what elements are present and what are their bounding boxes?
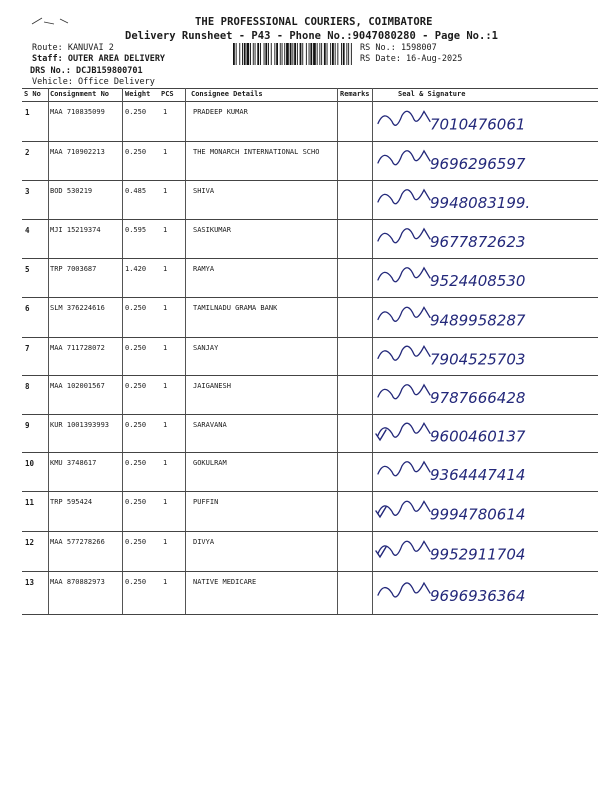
row-serial-number: 4 (25, 226, 30, 235)
route-label: Route: KANUVAI 2 (32, 43, 114, 53)
row-pieces: 1 (163, 538, 168, 546)
row-tick-mark-icon (372, 426, 392, 446)
row-consignment-number: SLM 376224616 (50, 304, 105, 312)
row-consignee-name: NATIVE MEDICARE (193, 578, 257, 586)
row-tick-mark-icon (372, 543, 392, 563)
row-consignee-name: TAMILNADU GRAMA BANK (193, 304, 278, 312)
row-signature-phone: 9696936364 (430, 587, 526, 606)
row-consignment-number: MAA 102001567 (50, 382, 105, 390)
corner-mark-icon (30, 14, 70, 28)
row-pieces: 1 (163, 226, 168, 234)
row-signature-phone: 9948083199. (430, 193, 531, 212)
col-header-consignment: Consignment No (50, 90, 110, 98)
table-top-border (22, 88, 598, 89)
row-signature (360, 453, 600, 491)
row-signature (360, 572, 600, 614)
row-weight: 0.250 (125, 108, 147, 116)
row-weight: 0.250 (125, 459, 147, 467)
col-header-remarks: Remarks (340, 90, 370, 98)
row-serial-number: 6 (25, 304, 30, 313)
row-pieces: 1 (163, 148, 168, 156)
row-serial-number: 9 (25, 421, 30, 430)
col-divider (337, 88, 338, 614)
row-consignment-number: MAA 710902213 (50, 148, 105, 156)
row-serial-number: 5 (25, 265, 30, 274)
col-header-pcs: PCS (161, 90, 174, 98)
row-signature-phone: 9489958287 (430, 311, 526, 330)
row-weight: 1.420 (125, 265, 147, 273)
row-signature (360, 142, 600, 180)
row-pieces: 1 (163, 344, 168, 352)
vehicle-label: Vehicle: Office Delivery (32, 77, 155, 87)
row-serial-number: 2 (25, 148, 30, 157)
row-tick-mark-icon (372, 503, 392, 523)
row-pieces: 1 (163, 265, 168, 273)
row-consignee-name: DIVYA (193, 538, 215, 546)
row-serial-number: 13 (25, 578, 35, 587)
row-serial-number: 12 (25, 538, 35, 547)
row-consignee-name: RAMYA (193, 265, 215, 273)
row-signature-phone: 9696296597 (430, 154, 526, 173)
row-signature (360, 492, 600, 531)
row-consignee-name: GOKULRAM (193, 459, 227, 467)
row-weight: 0.250 (125, 538, 147, 546)
row-consignee-name: SASIKUMAR (193, 226, 231, 234)
row-weight: 0.250 (125, 382, 147, 390)
row-signature (360, 181, 600, 219)
row-signature-phone: 9677872623 (430, 232, 526, 251)
row-consignment-number: MAA 711728072 (50, 344, 105, 352)
row-signature-phone: 9600460137 (430, 427, 526, 446)
row-consignment-number: MJI 15219374 (50, 226, 101, 234)
row-signature (360, 376, 600, 414)
row-consignee-name: THE MONARCH INTERNATIONAL SCHO (193, 148, 320, 156)
row-signature (360, 102, 600, 141)
row-pieces: 1 (163, 304, 168, 312)
row-signature-phone: 9787666428 (430, 388, 526, 407)
row-divider (22, 614, 598, 615)
row-signature (360, 259, 600, 297)
col-header-signature: Seal & Signature (398, 90, 466, 98)
row-pieces: 1 (163, 498, 168, 506)
row-weight: 0.485 (125, 187, 147, 195)
col-divider (122, 88, 123, 614)
row-consignment-number: KUR 1001393993 (50, 421, 110, 429)
row-signature (360, 532, 600, 571)
row-consignee-name: SHIVA (193, 187, 215, 195)
company-title: THE PROFESSIONAL COURIERS, COIMBATORE (195, 16, 433, 28)
row-consignee-name: PRADEEP KUMAR (193, 108, 248, 116)
row-serial-number: 11 (25, 498, 35, 507)
row-consignment-number: TRP 595424 (50, 498, 93, 506)
row-pieces: 1 (163, 108, 168, 116)
row-weight: 0.250 (125, 498, 147, 506)
row-signature-phone: 9364447414 (430, 465, 526, 484)
rs-number: RS No.: 1598007 (360, 43, 437, 53)
row-serial-number: 8 (25, 382, 30, 391)
row-serial-number: 10 (25, 459, 35, 468)
row-pieces: 1 (163, 421, 168, 429)
row-serial-number: 7 (25, 344, 30, 353)
row-signature (360, 338, 600, 375)
row-consignment-number: TRP 7003687 (50, 265, 97, 273)
col-header-sno: S No (24, 90, 41, 98)
row-weight: 0.250 (125, 421, 147, 429)
row-consignee-name: JAIGANESH (193, 382, 231, 390)
row-serial-number: 3 (25, 187, 30, 196)
row-consignment-number: KMU 3748617 (50, 459, 97, 467)
row-weight: 0.250 (125, 344, 147, 352)
row-weight: 0.250 (125, 304, 147, 312)
row-weight: 0.250 (125, 148, 147, 156)
row-consignee-name: SANJAY (193, 344, 219, 352)
col-divider (185, 88, 186, 614)
row-signature-phone: 9994780614 (430, 505, 526, 524)
row-signature-phone: 7010476061 (430, 115, 526, 134)
row-serial-number: 1 (25, 108, 30, 117)
row-signature-phone: 7904525703 (430, 350, 526, 369)
row-pieces: 1 (163, 382, 168, 390)
row-consignment-number: MAA 870882973 (50, 578, 105, 586)
row-pieces: 1 (163, 187, 168, 195)
row-signature (360, 415, 600, 452)
row-pieces: 1 (163, 578, 168, 586)
row-weight: 0.250 (125, 578, 147, 586)
row-consignee-name: PUFFIN (193, 498, 219, 506)
row-signature (360, 220, 600, 258)
drs-number: DRS No.: DCJB159800701 (30, 66, 143, 76)
staff-label: Staff: OUTER AREA DELIVERY (32, 54, 166, 64)
row-consignment-number: MAA 710835099 (50, 108, 105, 116)
row-consignment-number: BOD 530219 (50, 187, 93, 195)
row-signature (360, 298, 600, 337)
row-pieces: 1 (163, 459, 168, 467)
row-signature-phone: 9952911704 (430, 545, 526, 564)
rs-date: RS Date: 16-Aug-2025 (360, 54, 463, 64)
col-header-consignee: Consignee Details (191, 90, 263, 98)
row-weight: 0.595 (125, 226, 147, 234)
row-consignment-number: MAA 577278266 (50, 538, 105, 546)
barcode-icon (232, 43, 354, 65)
col-header-weight: Weight (125, 90, 151, 98)
row-consignee-name: SARAVANA (193, 421, 227, 429)
col-divider (48, 88, 49, 614)
runsheet-subtitle: Delivery Runsheet - P43 - Phone No.:9047080280 - Page No.:1 (125, 30, 498, 42)
row-signature-phone: 9524408530 (430, 271, 526, 290)
